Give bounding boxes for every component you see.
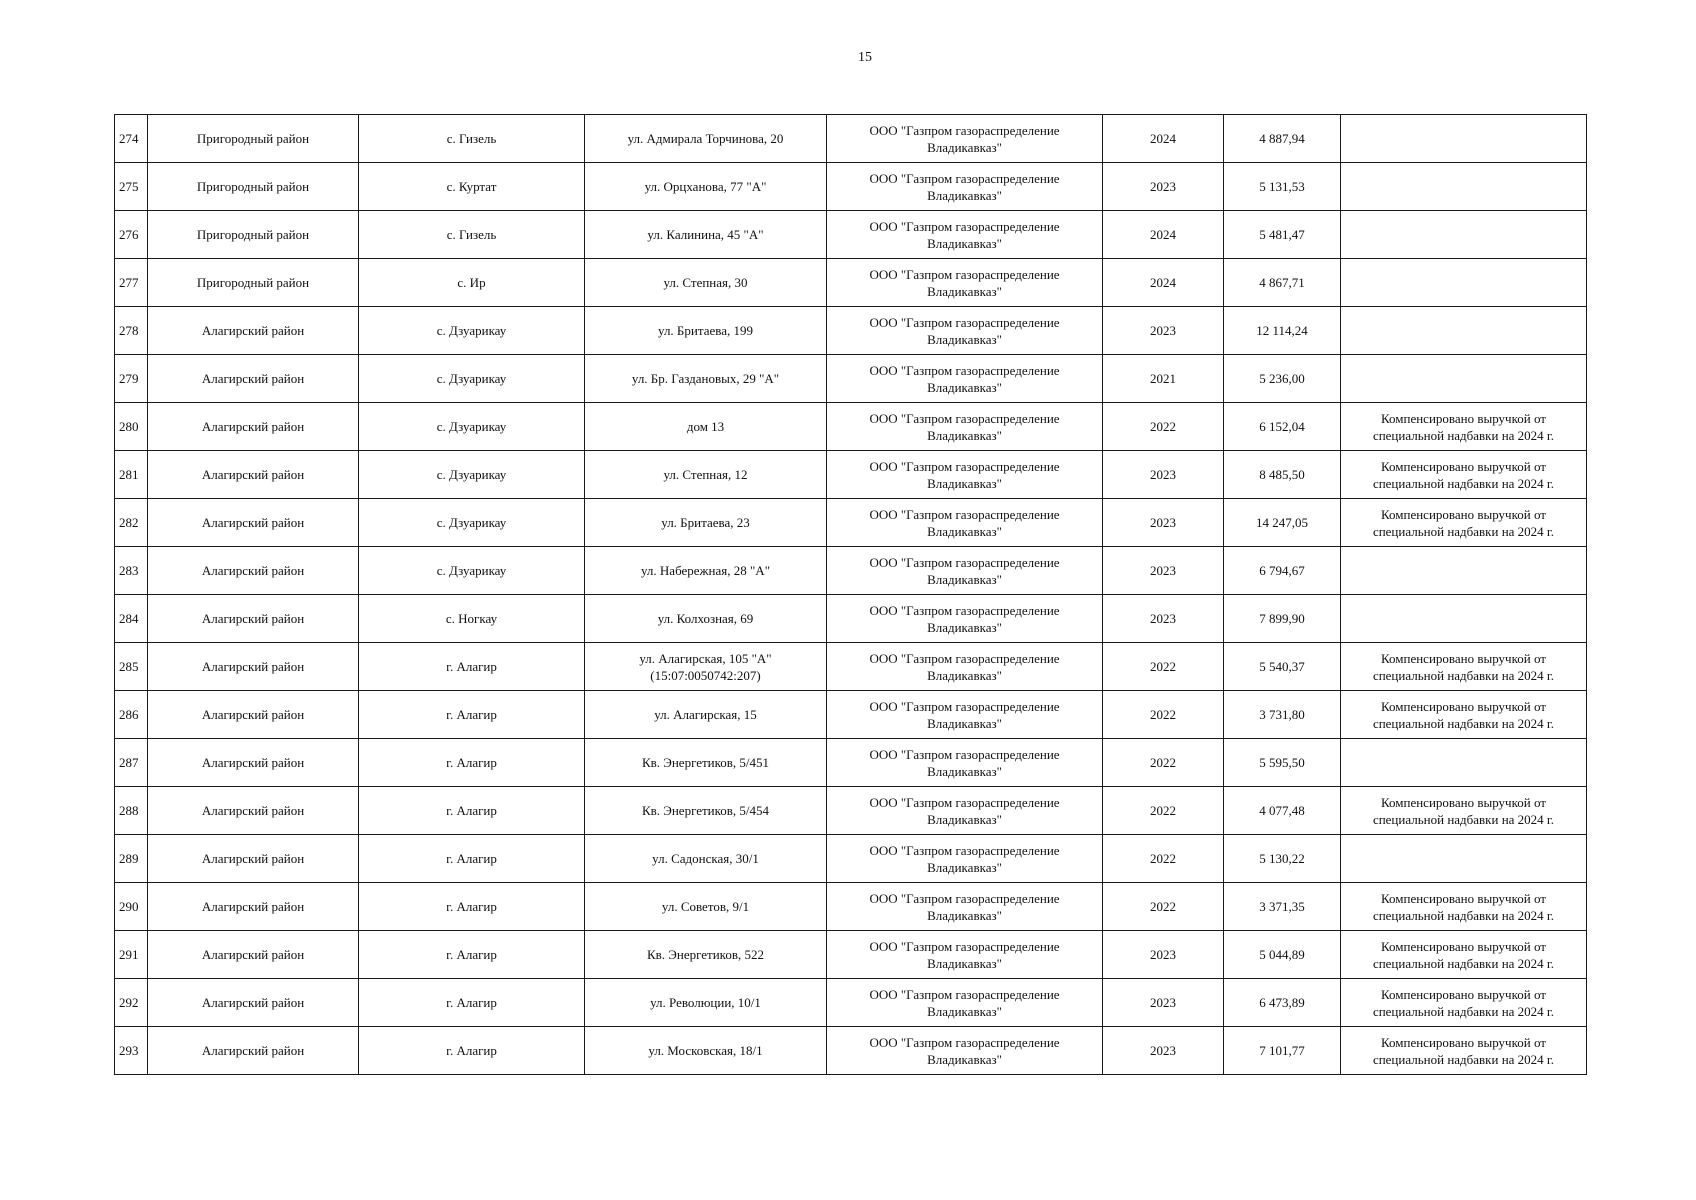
row-number-cell: 274 xyxy=(115,115,148,163)
locality-cell: г. Алагир xyxy=(359,883,585,931)
district-cell: Алагирский район xyxy=(148,355,359,403)
organization-line-2: Владикавказ" xyxy=(927,811,1002,827)
street-address-cell: ул. Бритаева, 23 xyxy=(585,499,827,547)
row-number-cell: 283 xyxy=(115,547,148,595)
row-number-cell: 282 xyxy=(115,499,148,547)
organization-line-1: ООО "Газпром газораспределение xyxy=(869,266,1060,282)
row-number-cell: 288 xyxy=(115,787,148,835)
organization-cell xyxy=(827,307,1103,355)
locality-cell: с. Ир xyxy=(359,259,585,307)
locality-cell: с. Дзуарикау xyxy=(359,547,585,595)
organization-line-2: Владикавказ" xyxy=(927,187,1002,203)
note-cell xyxy=(1341,451,1587,499)
year-cell: 2023 xyxy=(1103,1027,1224,1075)
organization-line-1: ООО "Газпром газораспределение xyxy=(869,506,1060,522)
locality-cell: с. Дзуарикау xyxy=(359,355,585,403)
table-row xyxy=(115,163,1587,211)
district-cell: Алагирский район xyxy=(148,931,359,979)
organization-line-2: Владикавказ" xyxy=(927,1003,1002,1019)
organization-line-2: Владикавказ" xyxy=(927,667,1002,683)
year-cell: 2023 xyxy=(1103,307,1224,355)
street-address-cell: ул. Бр. Газдановых, 29 "А" xyxy=(585,355,827,403)
amount-cell: 14 247,05 xyxy=(1224,499,1341,547)
street-address-cell: ул. Набережная, 28 "А" xyxy=(585,547,827,595)
organization-line-1: ООО "Газпром газораспределение xyxy=(869,554,1060,570)
amount-cell: 8 485,50 xyxy=(1224,451,1341,499)
amount-cell: 6 794,67 xyxy=(1224,547,1341,595)
note-cell xyxy=(1341,1027,1587,1075)
year-cell: 2023 xyxy=(1103,499,1224,547)
note-line-1: Компенсировано выручкой от xyxy=(1381,410,1546,426)
note-cell xyxy=(1341,499,1587,547)
organization-cell xyxy=(827,931,1103,979)
district-cell: Алагирский район xyxy=(148,883,359,931)
locality-cell: с. Гизель xyxy=(359,115,585,163)
table-row xyxy=(115,307,1587,355)
district-cell: Пригородный район xyxy=(148,211,359,259)
note-line-2: специальной надбавки на 2024 г. xyxy=(1372,811,1555,827)
note-line-1: Компенсировано выручкой от xyxy=(1381,1034,1546,1050)
note-line-1: Компенсировано выручкой от xyxy=(1381,938,1546,954)
year-cell: 2021 xyxy=(1103,355,1224,403)
table-row xyxy=(115,499,1587,547)
street-address-cell: Кв. Энергетиков, 5/451 xyxy=(585,739,827,787)
locality-cell: с. Гизель xyxy=(359,211,585,259)
amount-cell: 7 101,77 xyxy=(1224,1027,1341,1075)
amount-cell: 3 731,80 xyxy=(1224,691,1341,739)
amount-cell: 5 236,00 xyxy=(1224,355,1341,403)
district-cell: Алагирский район xyxy=(148,691,359,739)
row-number-cell: 284 xyxy=(115,595,148,643)
note-line-1: Компенсировано выручкой от xyxy=(1381,890,1546,906)
organization-line-1: ООО "Газпром газораспределение xyxy=(869,314,1060,330)
district-cell: Алагирский район xyxy=(148,835,359,883)
note-line-1: Компенсировано выручкой от xyxy=(1381,506,1546,522)
locality-cell: г. Алагир xyxy=(359,835,585,883)
organization-cell xyxy=(827,739,1103,787)
registry-table xyxy=(114,114,1587,1075)
organization-line-2: Владикавказ" xyxy=(927,763,1002,779)
row-number-cell: 278 xyxy=(115,307,148,355)
organization-line-1: ООО "Газпром газораспределение xyxy=(869,746,1060,762)
organization-line-2: Владикавказ" xyxy=(927,1051,1002,1067)
table-row xyxy=(115,883,1587,931)
note-cell xyxy=(1341,259,1587,307)
district-cell: Алагирский район xyxy=(148,451,359,499)
year-cell: 2023 xyxy=(1103,163,1224,211)
organization-cell xyxy=(827,643,1103,691)
organization-line-1: ООО "Газпром газораспределение xyxy=(869,1034,1060,1050)
note-cell xyxy=(1341,883,1587,931)
organization-cell xyxy=(827,595,1103,643)
note-cell xyxy=(1341,835,1587,883)
table-row xyxy=(115,211,1587,259)
note-cell xyxy=(1341,691,1587,739)
organization-line-2: Владикавказ" xyxy=(927,859,1002,875)
street-address-cell: ул. Революции, 10/1 xyxy=(585,979,827,1027)
locality-cell: с. Дзуарикау xyxy=(359,403,585,451)
district-cell: Алагирский район xyxy=(148,643,359,691)
organization-cell xyxy=(827,691,1103,739)
street-address-cell: ул. Орцханова, 77 "А" xyxy=(585,163,827,211)
organization-line-1: ООО "Газпром газораспределение xyxy=(869,938,1060,954)
table-row xyxy=(115,643,1587,691)
organization-line-2: Владикавказ" xyxy=(927,715,1002,731)
year-cell: 2022 xyxy=(1103,739,1224,787)
amount-cell: 5 130,22 xyxy=(1224,835,1341,883)
organization-cell xyxy=(827,1027,1103,1075)
year-cell: 2024 xyxy=(1103,115,1224,163)
row-number-cell: 293 xyxy=(115,1027,148,1075)
locality-cell: г. Алагир xyxy=(359,787,585,835)
amount-cell: 12 114,24 xyxy=(1224,307,1341,355)
locality-cell: с. Ногкау xyxy=(359,595,585,643)
organization-cell xyxy=(827,403,1103,451)
note-line-1: Компенсировано выручкой от xyxy=(1381,458,1546,474)
street-address-cell: ул. Алагирская, 105 "А" (15:07:0050742:207) xyxy=(585,643,827,691)
note-line-2: специальной надбавки на 2024 г. xyxy=(1372,1051,1555,1067)
year-cell: 2023 xyxy=(1103,595,1224,643)
year-cell: 2023 xyxy=(1103,547,1224,595)
row-number-cell: 277 xyxy=(115,259,148,307)
street-address-cell: ул. Колхозная, 69 xyxy=(585,595,827,643)
note-line-2: специальной надбавки на 2024 г. xyxy=(1372,475,1555,491)
table-row xyxy=(115,403,1587,451)
note-line-2: специальной надбавки на 2024 г. xyxy=(1372,1003,1555,1019)
year-cell: 2022 xyxy=(1103,883,1224,931)
note-line-1: Компенсировано выручкой от xyxy=(1381,986,1546,1002)
organization-line-1: ООО "Газпром газораспределение xyxy=(869,890,1060,906)
row-number-cell: 289 xyxy=(115,835,148,883)
organization-line-1: ООО "Газпром газораспределение xyxy=(869,602,1060,618)
district-cell: Пригородный район xyxy=(148,163,359,211)
street-address-cell: ул. Степная, 30 xyxy=(585,259,827,307)
table-row xyxy=(115,787,1587,835)
street-address-cell: ул. Калинина, 45 "А" xyxy=(585,211,827,259)
year-cell: 2022 xyxy=(1103,787,1224,835)
note-cell xyxy=(1341,595,1587,643)
district-cell: Алагирский район xyxy=(148,499,359,547)
locality-cell: с. Дзуарикау xyxy=(359,307,585,355)
row-number-cell: 279 xyxy=(115,355,148,403)
district-cell: Алагирский район xyxy=(148,979,359,1027)
amount-cell: 4 867,71 xyxy=(1224,259,1341,307)
row-number-cell: 280 xyxy=(115,403,148,451)
row-number-cell: 281 xyxy=(115,451,148,499)
row-number-cell: 290 xyxy=(115,883,148,931)
amount-cell: 3 371,35 xyxy=(1224,883,1341,931)
table-row xyxy=(115,835,1587,883)
table-row xyxy=(115,115,1587,163)
amount-cell: 7 899,90 xyxy=(1224,595,1341,643)
locality-cell: г. Алагир xyxy=(359,1027,585,1075)
street-address-cell: дом 13 xyxy=(585,403,827,451)
table-row xyxy=(115,1027,1587,1075)
note-cell xyxy=(1341,547,1587,595)
district-cell: Алагирский район xyxy=(148,547,359,595)
street-address-cell: ул. Алагирская, 15 xyxy=(585,691,827,739)
organization-cell xyxy=(827,835,1103,883)
district-cell: Пригородный район xyxy=(148,115,359,163)
organization-cell xyxy=(827,499,1103,547)
organization-cell xyxy=(827,115,1103,163)
organization-line-2: Владикавказ" xyxy=(927,235,1002,251)
organization-cell xyxy=(827,451,1103,499)
amount-cell: 5 540,37 xyxy=(1224,643,1341,691)
street-address-cell: ул. Адмирала Торчинова, 20 xyxy=(585,115,827,163)
organization-line-1: ООО "Газпром газораспределение xyxy=(869,218,1060,234)
organization-cell xyxy=(827,979,1103,1027)
locality-cell: с. Куртат xyxy=(359,163,585,211)
organization-line-2: Владикавказ" xyxy=(927,475,1002,491)
table-row xyxy=(115,931,1587,979)
note-cell xyxy=(1341,643,1587,691)
note-line-1: Компенсировано выручкой от xyxy=(1381,650,1546,666)
note-line-2: специальной надбавки на 2024 г. xyxy=(1372,907,1555,923)
note-cell xyxy=(1341,211,1587,259)
organization-cell xyxy=(827,883,1103,931)
street-address-cell: ул. Степная, 12 xyxy=(585,451,827,499)
note-line-2: специальной надбавки на 2024 г. xyxy=(1372,427,1555,443)
note-line-1: Компенсировано выручкой от xyxy=(1381,698,1546,714)
organization-line-2: Владикавказ" xyxy=(927,139,1002,155)
organization-line-1: ООО "Газпром газораспределение xyxy=(869,410,1060,426)
street-address-cell: ул. Бритаева, 199 xyxy=(585,307,827,355)
amount-cell: 5 595,50 xyxy=(1224,739,1341,787)
locality-cell: с. Дзуарикау xyxy=(359,451,585,499)
street-address-cell: ул. Советов, 9/1 xyxy=(585,883,827,931)
note-line-2: специальной надбавки на 2024 г. xyxy=(1372,523,1555,539)
locality-cell: г. Алагир xyxy=(359,643,585,691)
year-cell: 2023 xyxy=(1103,451,1224,499)
year-cell: 2023 xyxy=(1103,931,1224,979)
table-row xyxy=(115,451,1587,499)
locality-cell: с. Дзуарикау xyxy=(359,499,585,547)
organization-line-1: ООО "Газпром газораспределение xyxy=(869,698,1060,714)
organization-cell xyxy=(827,355,1103,403)
row-number-cell: 292 xyxy=(115,979,148,1027)
note-cell xyxy=(1341,787,1587,835)
organization-line-2: Владикавказ" xyxy=(927,427,1002,443)
district-cell: Алагирский район xyxy=(148,595,359,643)
note-cell xyxy=(1341,307,1587,355)
district-cell: Алагирский район xyxy=(148,1027,359,1075)
street-address-cell: Кв. Энергетиков, 5/454 xyxy=(585,787,827,835)
year-cell: 2022 xyxy=(1103,835,1224,883)
year-cell: 2022 xyxy=(1103,403,1224,451)
organization-line-2: Владикавказ" xyxy=(927,955,1002,971)
organization-line-2: Владикавказ" xyxy=(927,523,1002,539)
year-cell: 2022 xyxy=(1103,691,1224,739)
street-address-cell: ул. Московская, 18/1 xyxy=(585,1027,827,1075)
amount-cell: 5 481,47 xyxy=(1224,211,1341,259)
note-cell xyxy=(1341,739,1587,787)
amount-cell: 4 887,94 xyxy=(1224,115,1341,163)
locality-cell: г. Алагир xyxy=(359,979,585,1027)
row-number-cell: 286 xyxy=(115,691,148,739)
organization-cell xyxy=(827,787,1103,835)
row-number-cell: 291 xyxy=(115,931,148,979)
locality-cell: г. Алагир xyxy=(359,931,585,979)
district-cell: Пригородный район xyxy=(148,259,359,307)
note-cell xyxy=(1341,163,1587,211)
district-cell: Алагирский район xyxy=(148,739,359,787)
district-cell: Алагирский район xyxy=(148,403,359,451)
organization-cell xyxy=(827,163,1103,211)
row-number-cell: 276 xyxy=(115,211,148,259)
note-cell xyxy=(1341,115,1587,163)
organization-cell xyxy=(827,259,1103,307)
organization-cell xyxy=(827,547,1103,595)
note-line-1: Компенсировано выручкой от xyxy=(1381,794,1546,810)
organization-line-2: Владикавказ" xyxy=(927,619,1002,635)
amount-cell: 6 152,04 xyxy=(1224,403,1341,451)
note-line-2: специальной надбавки на 2024 г. xyxy=(1372,667,1555,683)
note-cell xyxy=(1341,355,1587,403)
note-cell xyxy=(1341,931,1587,979)
organization-line-1: ООО "Газпром газораспределение xyxy=(869,458,1060,474)
page-number: 15 xyxy=(858,50,872,65)
amount-cell: 4 077,48 xyxy=(1224,787,1341,835)
organization-line-1: ООО "Газпром газораспределение xyxy=(869,362,1060,378)
amount-cell: 6 473,89 xyxy=(1224,979,1341,1027)
year-cell: 2024 xyxy=(1103,259,1224,307)
note-cell xyxy=(1341,403,1587,451)
table-row xyxy=(115,979,1587,1027)
street-address-cell: ул. Садонская, 30/1 xyxy=(585,835,827,883)
table-row xyxy=(115,739,1587,787)
row-number-cell: 285 xyxy=(115,643,148,691)
year-cell: 2022 xyxy=(1103,643,1224,691)
district-cell: Алагирский район xyxy=(148,307,359,355)
organization-line-2: Владикавказ" xyxy=(927,283,1002,299)
year-cell: 2024 xyxy=(1103,211,1224,259)
table-row xyxy=(115,547,1587,595)
organization-line-1: ООО "Газпром газораспределение xyxy=(869,650,1060,666)
table-row xyxy=(115,691,1587,739)
year-cell: 2023 xyxy=(1103,979,1224,1027)
amount-cell: 5 131,53 xyxy=(1224,163,1341,211)
row-number-cell: 287 xyxy=(115,739,148,787)
organization-line-2: Владикавказ" xyxy=(927,331,1002,347)
note-line-2: специальной надбавки на 2024 г. xyxy=(1372,955,1555,971)
district-cell: Алагирский район xyxy=(148,787,359,835)
locality-cell: г. Алагир xyxy=(359,691,585,739)
amount-cell: 5 044,89 xyxy=(1224,931,1341,979)
organization-line-1: ООО "Газпром газораспределение xyxy=(869,794,1060,810)
organization-cell xyxy=(827,211,1103,259)
registry-table-body xyxy=(115,115,1587,1075)
row-number-cell: 275 xyxy=(115,163,148,211)
locality-cell: г. Алагир xyxy=(359,739,585,787)
note-cell xyxy=(1341,979,1587,1027)
organization-line-2: Владикавказ" xyxy=(927,571,1002,587)
table-row xyxy=(115,259,1587,307)
organization-line-1: ООО "Газпром газораспределение xyxy=(869,842,1060,858)
organization-line-2: Владикавказ" xyxy=(927,379,1002,395)
table-row xyxy=(115,595,1587,643)
note-line-2: специальной надбавки на 2024 г. xyxy=(1372,715,1555,731)
table-row xyxy=(115,355,1587,403)
organization-line-1: ООО "Газпром газораспределение xyxy=(869,170,1060,186)
organization-line-1: ООО "Газпром газораспределение xyxy=(869,122,1060,138)
street-address-cell: Кв. Энергетиков, 522 xyxy=(585,931,827,979)
organization-line-2: Владикавказ" xyxy=(927,907,1002,923)
organization-line-1: ООО "Газпром газораспределение xyxy=(869,986,1060,1002)
